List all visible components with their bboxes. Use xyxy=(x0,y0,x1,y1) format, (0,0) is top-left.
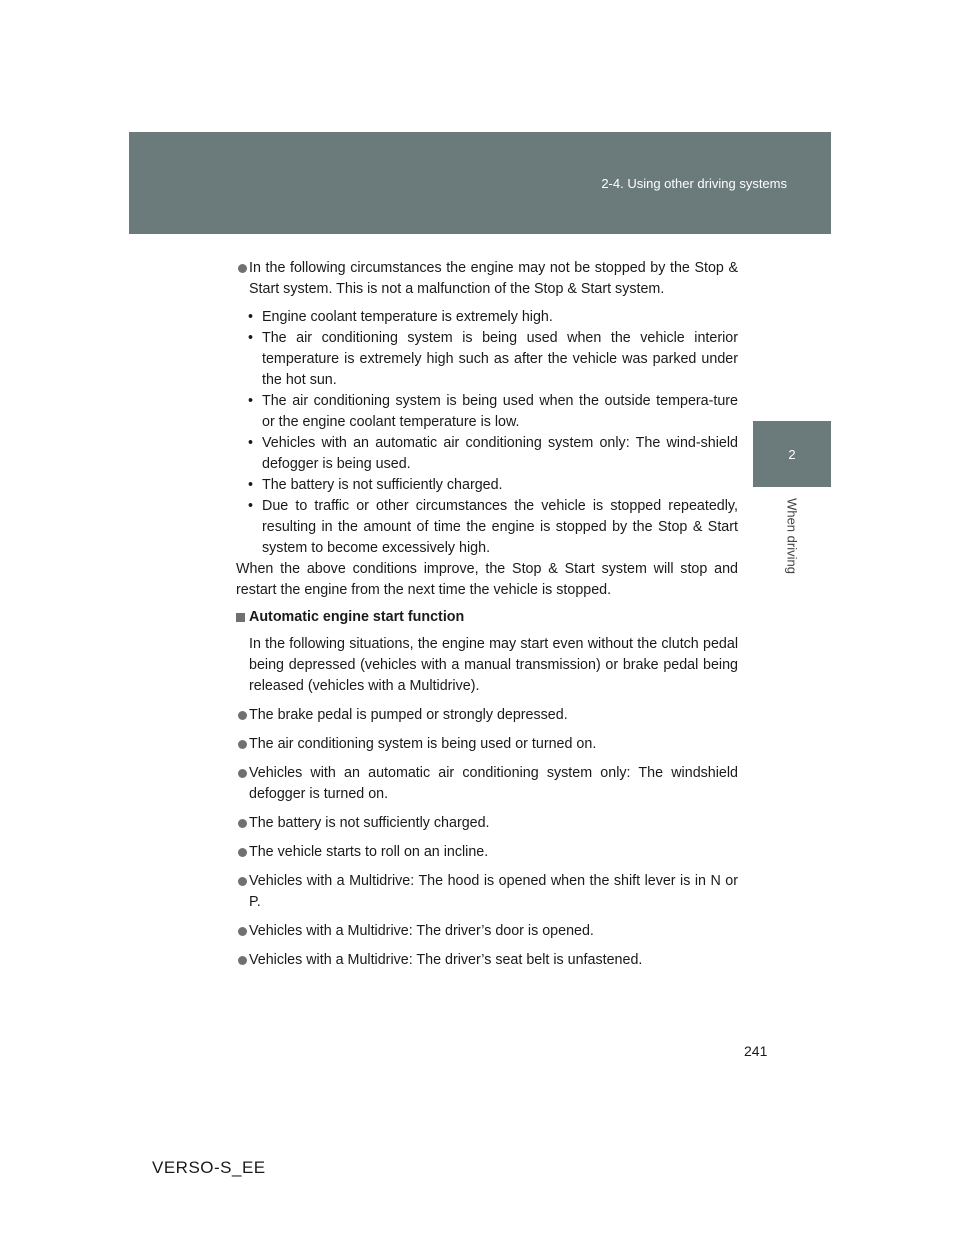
section-heading-text: Automatic engine start function xyxy=(249,609,465,625)
sub-bullet-marker: • xyxy=(248,309,254,325)
bullet-item xyxy=(236,871,738,913)
square-bullet-icon xyxy=(236,613,245,622)
header-band xyxy=(129,132,831,234)
list-item xyxy=(236,433,738,475)
bullet-item xyxy=(236,734,738,755)
bullet-text: Vehicles with a Multidrive: The hood is opened when the shift lever is in N or P. xyxy=(249,873,738,910)
list-item-text: Vehicles with an automatic air conditioning system only: The wind-shield defogger is being used. xyxy=(262,435,738,472)
closing-paragraph: When the above conditions improve, the Stop & Start system will stop and restart the engine from the next time the vehicle is stopped. xyxy=(236,561,738,598)
section-heading xyxy=(236,607,738,628)
bullet-dot-icon xyxy=(238,877,247,886)
document-code: VERSO-S_EE xyxy=(152,1158,266,1177)
bullet-text: The battery is not sufficiently charged. xyxy=(249,815,490,831)
bullet-item xyxy=(236,763,738,805)
bullet-text: Vehicles with a Multidrive: The driver’s seat belt is unfastened. xyxy=(249,952,643,968)
bullet-text: Vehicles with an automatic air conditioning system only: The windshield defogger is turned on. xyxy=(249,765,738,802)
list-item-text: The battery is not sufficiently charged. xyxy=(262,477,503,493)
sub-bullet-marker: • xyxy=(248,330,254,346)
bullet-dot-icon xyxy=(238,848,247,857)
list-item xyxy=(236,496,738,559)
bullet-dot-icon xyxy=(238,264,247,273)
list-item xyxy=(236,391,738,433)
sub-bullet-marker: • xyxy=(248,498,254,514)
bullet-text: Vehicles with a Multidrive: The driver’s door is opened. xyxy=(249,923,594,939)
list-item-text: Engine coolant temperature is extremely high. xyxy=(262,309,553,325)
list-item xyxy=(236,475,738,496)
section-title: 2-4. Using other driving systems xyxy=(601,176,787,191)
chapter-label: When driving xyxy=(784,498,800,574)
bullet-item xyxy=(236,950,738,971)
list-item-text: The air conditioning system is being used when the vehicle interior temperature is extremely high such as after the vehicle was parked under the hot sun. xyxy=(262,330,738,388)
intro-paragraph: In the following situations, the engine may start even without the clutch pedal being depressed (vehicles with a manual transmission) or brake pedal being released (vehicles with a Multidrive). xyxy=(249,636,738,694)
bullet-dot-icon xyxy=(238,956,247,965)
chapter-tab xyxy=(753,421,831,487)
bullet-item xyxy=(236,705,738,726)
list-item xyxy=(236,328,738,391)
bullet-item xyxy=(236,258,738,300)
bullet-text: The brake pedal is pumped or strongly depressed. xyxy=(249,707,568,723)
bullet-dot-icon xyxy=(238,819,247,828)
bullet-text: In the following circumstances the engine may not be stopped by the Stop & Start system. This is not a malfunction of the Stop & Start system. xyxy=(249,260,738,297)
sub-bullet-marker: • xyxy=(248,393,254,409)
list-item-text: Due to traffic or other circumstances the vehicle is stopped repeatedly, resulting in the amount of time the engine is stopped by the Stop & Start system to become excessively high. xyxy=(262,498,738,556)
list-item xyxy=(236,307,738,328)
list-item-text: The air conditioning system is being used when the outside tempera-ture or the engine coolant temperature is low. xyxy=(262,393,738,430)
bullet-dot-icon xyxy=(238,711,247,720)
bullet-dot-icon xyxy=(238,927,247,936)
bullet-text: The vehicle starts to roll on an incline. xyxy=(249,844,489,860)
page-number: 241 xyxy=(744,1043,768,1059)
bullet-item xyxy=(236,842,738,863)
bullet-item xyxy=(236,813,738,834)
sub-bullet-marker: • xyxy=(248,477,254,493)
chapter-number: 2 xyxy=(788,447,796,462)
bullet-text: The air conditioning system is being used or turned on. xyxy=(249,736,597,752)
page-content xyxy=(236,258,738,971)
sub-bullet-marker: • xyxy=(248,435,254,451)
condition-list xyxy=(236,307,738,559)
bullet-item xyxy=(236,921,738,942)
bullet-dot-icon xyxy=(238,740,247,749)
bullet-dot-icon xyxy=(238,769,247,778)
